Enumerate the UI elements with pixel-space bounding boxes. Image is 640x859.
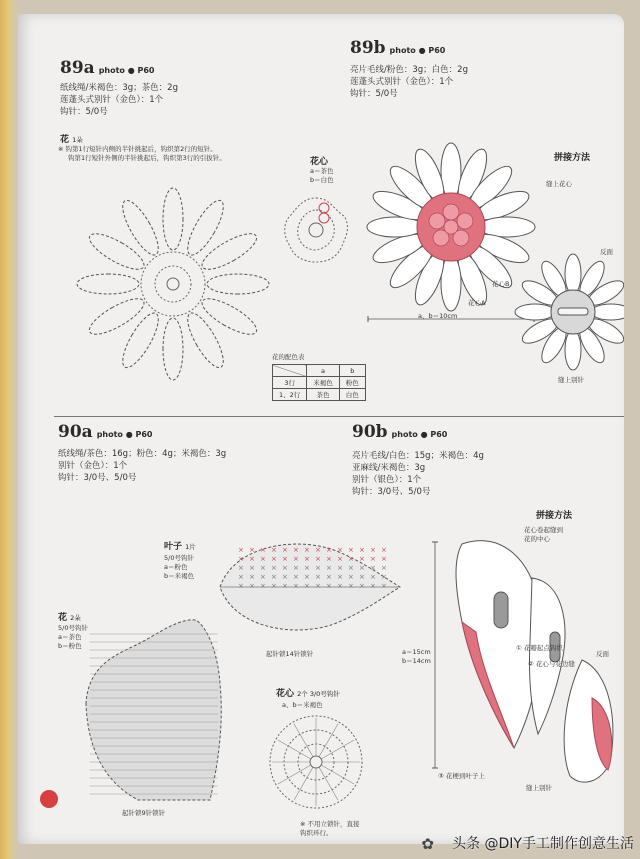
leaf-label-text: 叶子 — [164, 542, 183, 552]
petal — [207, 274, 269, 294]
section-divider — [54, 416, 624, 417]
svg-text:×: × — [238, 582, 244, 590]
materials-90a — [58, 448, 226, 484]
title-89a-code: 89a — [60, 58, 95, 78]
flower-count: 1朵 — [72, 136, 83, 144]
flower-start-label: 起针锁9针锁针 — [122, 809, 166, 817]
center-label-89b: 花心 — [310, 157, 329, 167]
photo-ref-90a: photo ● P60 — [96, 430, 153, 439]
svg-text:×: × — [315, 546, 321, 554]
watermark-logo-icon: ✿ — [421, 835, 434, 853]
svg-text:×: × — [304, 546, 310, 554]
svg-text:×: × — [249, 546, 255, 554]
info-line: 5/0号钩针 — [164, 554, 194, 562]
info-line: a＝茶色 — [58, 633, 82, 641]
title-90a — [58, 422, 152, 442]
diagram-89b-back — [518, 242, 618, 372]
svg-text:×: × — [282, 555, 288, 563]
svg-text:×: × — [249, 573, 255, 581]
title-90b — [352, 422, 447, 442]
diagram-89a-flower — [68, 179, 278, 389]
svg-text:×: × — [348, 573, 354, 581]
pin-label-90b: 缝上别针 — [526, 784, 552, 792]
svg-text:×: × — [293, 564, 299, 572]
flower-count: 2朵 — [70, 614, 81, 622]
petal — [565, 254, 581, 294]
svg-text:×: × — [315, 573, 321, 581]
svg-text:×: × — [326, 555, 332, 563]
svg-text:×: × — [315, 582, 321, 590]
svg-text:×: × — [282, 573, 288, 581]
svg-text:×: × — [359, 573, 365, 581]
photo-ref-89a: photo ● P60 — [98, 66, 155, 75]
book-page — [18, 14, 624, 844]
svg-text:×: × — [304, 582, 310, 590]
svg-text:×: × — [249, 564, 255, 572]
svg-text:×: × — [249, 555, 255, 563]
petal-group — [77, 188, 269, 380]
petal — [181, 308, 229, 372]
photo-ref-89b: photo ● P60 — [389, 46, 446, 55]
petal — [85, 227, 149, 275]
center-label-90a — [276, 686, 340, 699]
svg-text:×: × — [304, 564, 310, 572]
svg-text:×: × — [238, 573, 244, 581]
diagram-90a-center — [266, 712, 366, 812]
materials-line: 亮片毛线/粉色：3g；白色：2g — [350, 65, 468, 75]
diagram-90b-calla — [442, 522, 622, 792]
center-count: 2个 3/0号钩针 — [297, 690, 340, 698]
svg-text:×: × — [282, 582, 288, 590]
materials-line: 莲蓬头式别针（金色）：1个 — [350, 77, 454, 87]
table-cell: 茶色 — [307, 389, 340, 401]
pin-label-89b: 缝上别针 — [558, 376, 584, 384]
note-line: ※ 钩第1行短针内侧的半针挑起后，钩织第2行的短针。 — [58, 145, 217, 153]
svg-text:×: × — [326, 582, 332, 590]
svg-text:×: × — [293, 573, 299, 581]
leaf-start-label: 起针锁14针锁针 — [266, 650, 314, 658]
diagram-90a-leaf — [214, 532, 404, 642]
svg-text:×: × — [326, 573, 332, 581]
svg-text:×: × — [260, 564, 266, 572]
color-line: a＝茶色 — [310, 167, 334, 175]
sew-center-label: 缝上花心 — [546, 180, 572, 188]
svg-text:×: × — [315, 555, 321, 563]
svg-text:×: × — [260, 573, 266, 581]
svg-text:×: × — [348, 582, 354, 590]
color-table — [272, 364, 366, 401]
note-line: ※ 不用立锁针，直接 — [300, 820, 360, 828]
svg-text:×: × — [337, 546, 343, 554]
materials-line: 亚麻线/米褐色：3g — [352, 463, 426, 473]
center-note-90a — [300, 820, 360, 838]
petal — [85, 292, 149, 340]
svg-text:×: × — [381, 564, 387, 572]
materials-89a — [60, 82, 178, 118]
page-number-badge — [40, 790, 58, 808]
diagram-90a-flower — [78, 614, 228, 804]
center-b-label: 花心B — [492, 280, 510, 288]
label-line: a＝15cm — [402, 648, 431, 656]
table-cell: 粉色 — [339, 377, 365, 389]
svg-text:×: × — [348, 555, 354, 563]
step-label: ② 花心与花边缝 — [528, 660, 575, 668]
size-label-89b: a、b＝10cm — [418, 312, 458, 320]
flower-a-label: 花心A — [468, 299, 486, 307]
size-label-90b — [402, 648, 431, 666]
svg-text:×: × — [238, 546, 244, 554]
materials-line: 纸线绳/米褐色：3g；茶色：2g — [60, 83, 178, 93]
svg-text:×: × — [337, 582, 343, 590]
assembly-label-90b: 拼接方法 — [536, 511, 573, 521]
title-89a — [60, 58, 154, 78]
flower-label-89a — [60, 132, 83, 145]
inner-ring — [141, 252, 205, 316]
label-line: b＝14cm — [402, 657, 431, 665]
petal — [116, 196, 164, 260]
svg-text:×: × — [381, 546, 387, 554]
assembly-label-89b: 拼接方法 — [554, 153, 591, 163]
color-line: b＝白色 — [310, 176, 334, 184]
table-row — [273, 377, 366, 389]
center-ring — [155, 266, 191, 302]
center-label-text: 花心 — [276, 689, 295, 699]
center-colors-90a: a、b＝米褐色 — [282, 701, 323, 709]
leaf-label-90a — [164, 539, 196, 552]
info-line: a＝粉色 — [164, 563, 188, 571]
svg-text:×: × — [282, 546, 288, 554]
title-90b-code: 90b — [352, 422, 388, 442]
svg-text:×: × — [370, 555, 376, 563]
svg-text:×: × — [260, 546, 266, 554]
step-label: ① 花瓣起点钩织 — [516, 644, 563, 652]
table-cell: 白色 — [339, 389, 365, 401]
label-line: 花的中心 — [524, 535, 550, 543]
title-90a-code: 90a — [58, 422, 93, 442]
petal — [515, 304, 555, 320]
photo-ref-90b: photo ● P60 — [391, 430, 448, 439]
info-line: b＝粉色 — [58, 642, 82, 650]
table-row — [273, 365, 366, 377]
svg-text:×: × — [282, 564, 288, 572]
materials-line: 别针（银色）：1个 — [352, 475, 422, 485]
color-table-title: 花的配色表 — [272, 353, 305, 361]
materials-89b — [350, 64, 468, 100]
note-line: 钩第1行短针外侧的半针挑起后，钩织第3行的引拔针。 — [68, 154, 226, 162]
svg-text:×: × — [260, 582, 266, 590]
leaf-count: 1片 — [185, 543, 196, 551]
watermark-text: 头条 @DIY手工制作创意生活 — [452, 836, 634, 852]
svg-text:×: × — [249, 582, 255, 590]
petal — [591, 304, 624, 320]
note-line: 钩织环行。 — [300, 829, 333, 837]
flower-label-text: 花 — [58, 613, 68, 623]
svg-text:×: × — [260, 555, 266, 563]
table-cell: a — [307, 365, 340, 377]
svg-text:×: × — [348, 564, 354, 572]
petal — [77, 274, 139, 294]
svg-text:×: × — [337, 555, 343, 563]
petal — [163, 188, 183, 250]
svg-text:×: × — [381, 555, 387, 563]
magic-ring — [167, 278, 179, 290]
svg-text:×: × — [359, 546, 365, 554]
diagram-89b-daisy — [366, 142, 536, 312]
title-89b — [350, 38, 445, 58]
table-cell: 1、2行 — [273, 389, 307, 401]
table-row — [273, 389, 366, 401]
svg-text:×: × — [381, 573, 387, 581]
svg-text:×: × — [370, 582, 376, 590]
materials-line: 别针（金色）：1个 — [58, 461, 128, 471]
svg-text:×: × — [271, 582, 277, 590]
petal — [181, 196, 229, 260]
label-line: 花心卷起缝到 — [524, 526, 563, 534]
svg-text:×: × — [359, 564, 365, 572]
step-label: ③ 花梗到叶子上 — [438, 772, 485, 780]
svg-text:×: × — [271, 564, 277, 572]
materials-line: 钩针：5/0号 — [350, 89, 398, 99]
table-cell: 米褐色 — [307, 377, 340, 389]
svg-text:×: × — [359, 555, 365, 563]
petal — [116, 308, 164, 372]
back-label-89b: 反面 — [600, 248, 613, 256]
petal — [197, 227, 261, 275]
svg-text:×: × — [337, 573, 343, 581]
materials-line: 钩针：3/0号、5/0号 — [352, 487, 431, 497]
materials-line: 亮片毛线/白色：15g；米褐色：4g — [352, 451, 484, 461]
svg-text:×: × — [238, 555, 244, 563]
flower-label-text: 花 — [60, 135, 70, 145]
table-cell: 3行 — [273, 377, 307, 389]
svg-text:×: × — [370, 573, 376, 581]
petal — [565, 330, 581, 370]
svg-text:×: × — [370, 564, 376, 572]
svg-text:×: × — [293, 546, 299, 554]
dimension-line-vertical — [432, 540, 438, 770]
svg-text:×: × — [304, 555, 310, 563]
leaf-info-90a — [164, 554, 194, 581]
svg-text:×: × — [304, 573, 310, 581]
table-cell — [273, 365, 307, 377]
svg-text:×: × — [370, 546, 376, 554]
table-cell: b — [339, 365, 365, 377]
materials-line: 钩针：5/0号 — [60, 107, 108, 117]
petal — [163, 318, 183, 380]
svg-text:×: × — [326, 564, 332, 572]
materials-line: 钩针：3/0号、5/0号 — [58, 473, 137, 483]
svg-text:×: × — [271, 573, 277, 581]
svg-text:×: × — [238, 564, 244, 572]
svg-text:×: × — [337, 564, 343, 572]
svg-text:×: × — [359, 582, 365, 590]
svg-text:×: × — [293, 555, 299, 563]
diagram-89b-center — [280, 194, 352, 266]
svg-text:×: × — [271, 555, 277, 563]
info-line: b＝米褐色 — [164, 572, 195, 580]
svg-text:×: × — [315, 564, 321, 572]
info-line: 5/0号钩针 — [58, 624, 88, 632]
svg-text:×: × — [348, 546, 354, 554]
back-label-90b: 反面 — [596, 650, 609, 658]
materials-line: 莲蓬头式别针（金色）：1个 — [60, 95, 164, 105]
svg-text:×: × — [293, 582, 299, 590]
center-colors-89b — [310, 167, 334, 185]
dimension-line — [366, 316, 536, 322]
svg-text:×: × — [326, 546, 332, 554]
svg-text:×: × — [381, 582, 387, 590]
materials-90b — [352, 450, 484, 498]
materials-line: 纸线绳/茶色：16g；粉色：4g；米褐色：3g — [58, 449, 227, 459]
title-89b-code: 89b — [350, 38, 386, 58]
svg-text:×: × — [271, 546, 277, 554]
notes-89a — [58, 145, 226, 163]
petal — [197, 292, 261, 340]
